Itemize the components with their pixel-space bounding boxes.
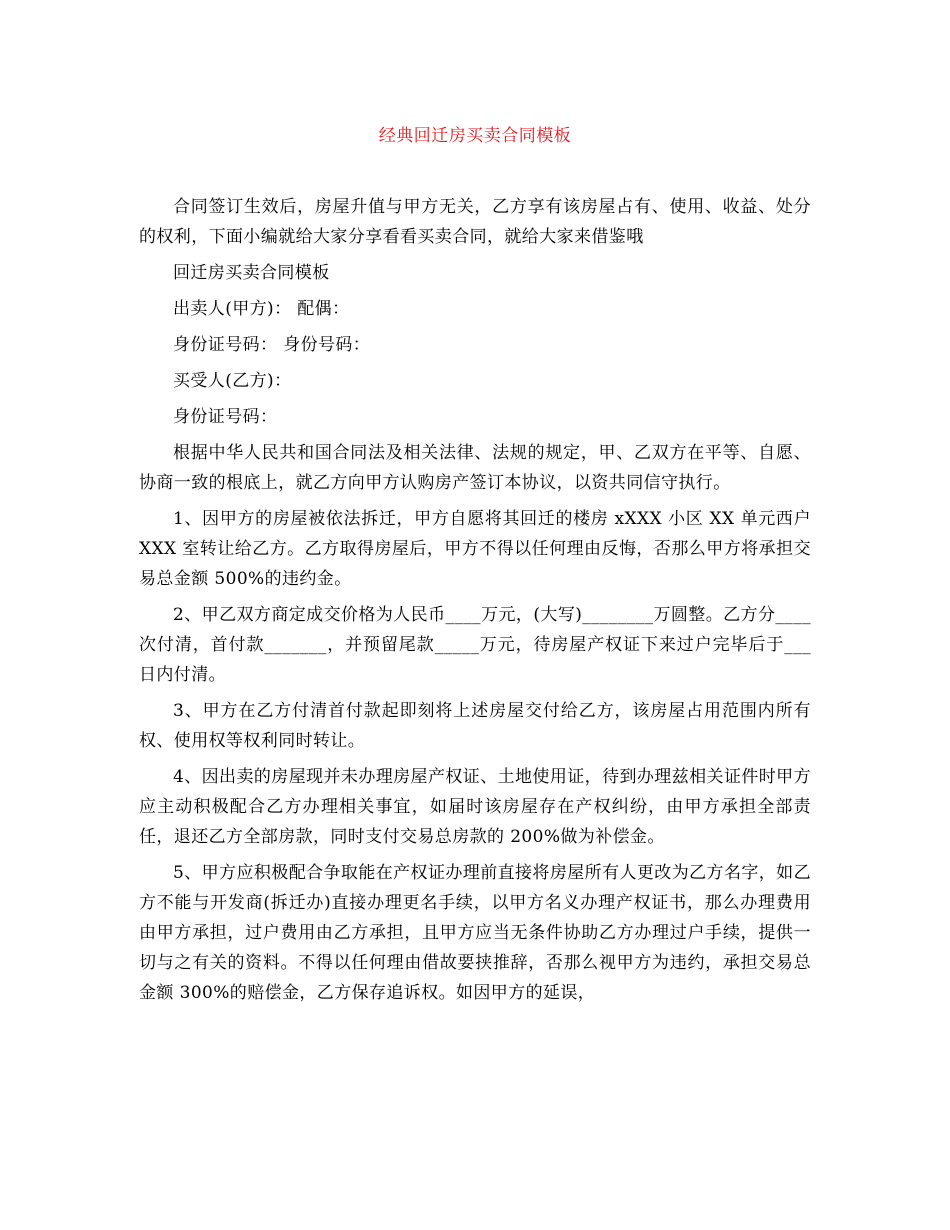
legal-basis-paragraph: 根据中华人民共和国合同法及相关法律、法规的规定，甲、乙双方在平等、自愿、协商一致的根底上，就乙方向甲方认购房产签订本协议，以资共同信守执行。 [139, 443, 811, 493]
buyer-id-line: 身份证号码： [173, 407, 278, 427]
clause-4-paragraph: 4、因出卖的房屋现并未办理房屋产权证、土地使用证，待到办理兹相关证件时甲方应主动积极配合乙方办理相关事宜，如届时该房屋存在产权纠纷，由甲方承担全部责任，退还乙方全部房款，同时支付交易总房款的 200%做为补偿金。 [139, 767, 811, 847]
clause-1-paragraph: 1、因甲方的房屋被依法拆迁，甲方自愿将其回迁的楼房 xXXX 小区 XX 单元西户 XXX 室转让给乙方。乙方取得房屋后，甲方不得以任何理由反悔，否那么甲方将承担交易总金额 500%的违约金。 [139, 509, 811, 589]
document-body [139, 192, 811, 1008]
clause-5-paragraph: 5、甲方应积极配合争取能在产权证办理前直接将房屋所有人更改为乙方名字，如乙方不能与开发商(拆迁办)直接办理更名手续，以甲方名义办理产权证书，那么办理费用由甲方承担，过户费用由乙方承担，且甲方应当无条件协助乙方办理过户手续，提供一切与之有关的资料。不得以任何理由借故要挟推辞，否那么视甲方为违约，承担交易总金额 300%的赔偿金，乙方保存追诉权。如因甲方的延误， [139, 863, 811, 1003]
subtitle-paragraph: 回迁房买卖合同模板 [173, 263, 330, 283]
intro-paragraph: 合同签订生效后，房屋升值与甲方无关，乙方享有该房屋占有、使用、收益、处分的权利，下面小编就给大家分享看看买卖合同，就给大家来借鉴哦 [139, 197, 811, 247]
seller-line: 出卖人(甲方)： 配偶： [173, 299, 350, 319]
buyer-line: 买受人(乙方)： [173, 371, 292, 391]
seller-id-line: 身份证号码： 身份号码： [173, 335, 371, 355]
clause-2-paragraph: 2、甲乙双方商定成交价格为人民币____万元，(大写)________万圆整。乙方分____次付清，首付款_______，并预留尾款_____万元，待房屋产权证下来过户完毕后于___日内付清。 [139, 605, 811, 685]
clause-3-paragraph: 3、甲方在乙方付清首付款起即刻将上述房屋交付给乙方，该房屋占用范围内所有权、使用权等权利同时转让。 [139, 701, 811, 751]
document-title: 经典回迁房买卖合同模板 [378, 126, 572, 146]
